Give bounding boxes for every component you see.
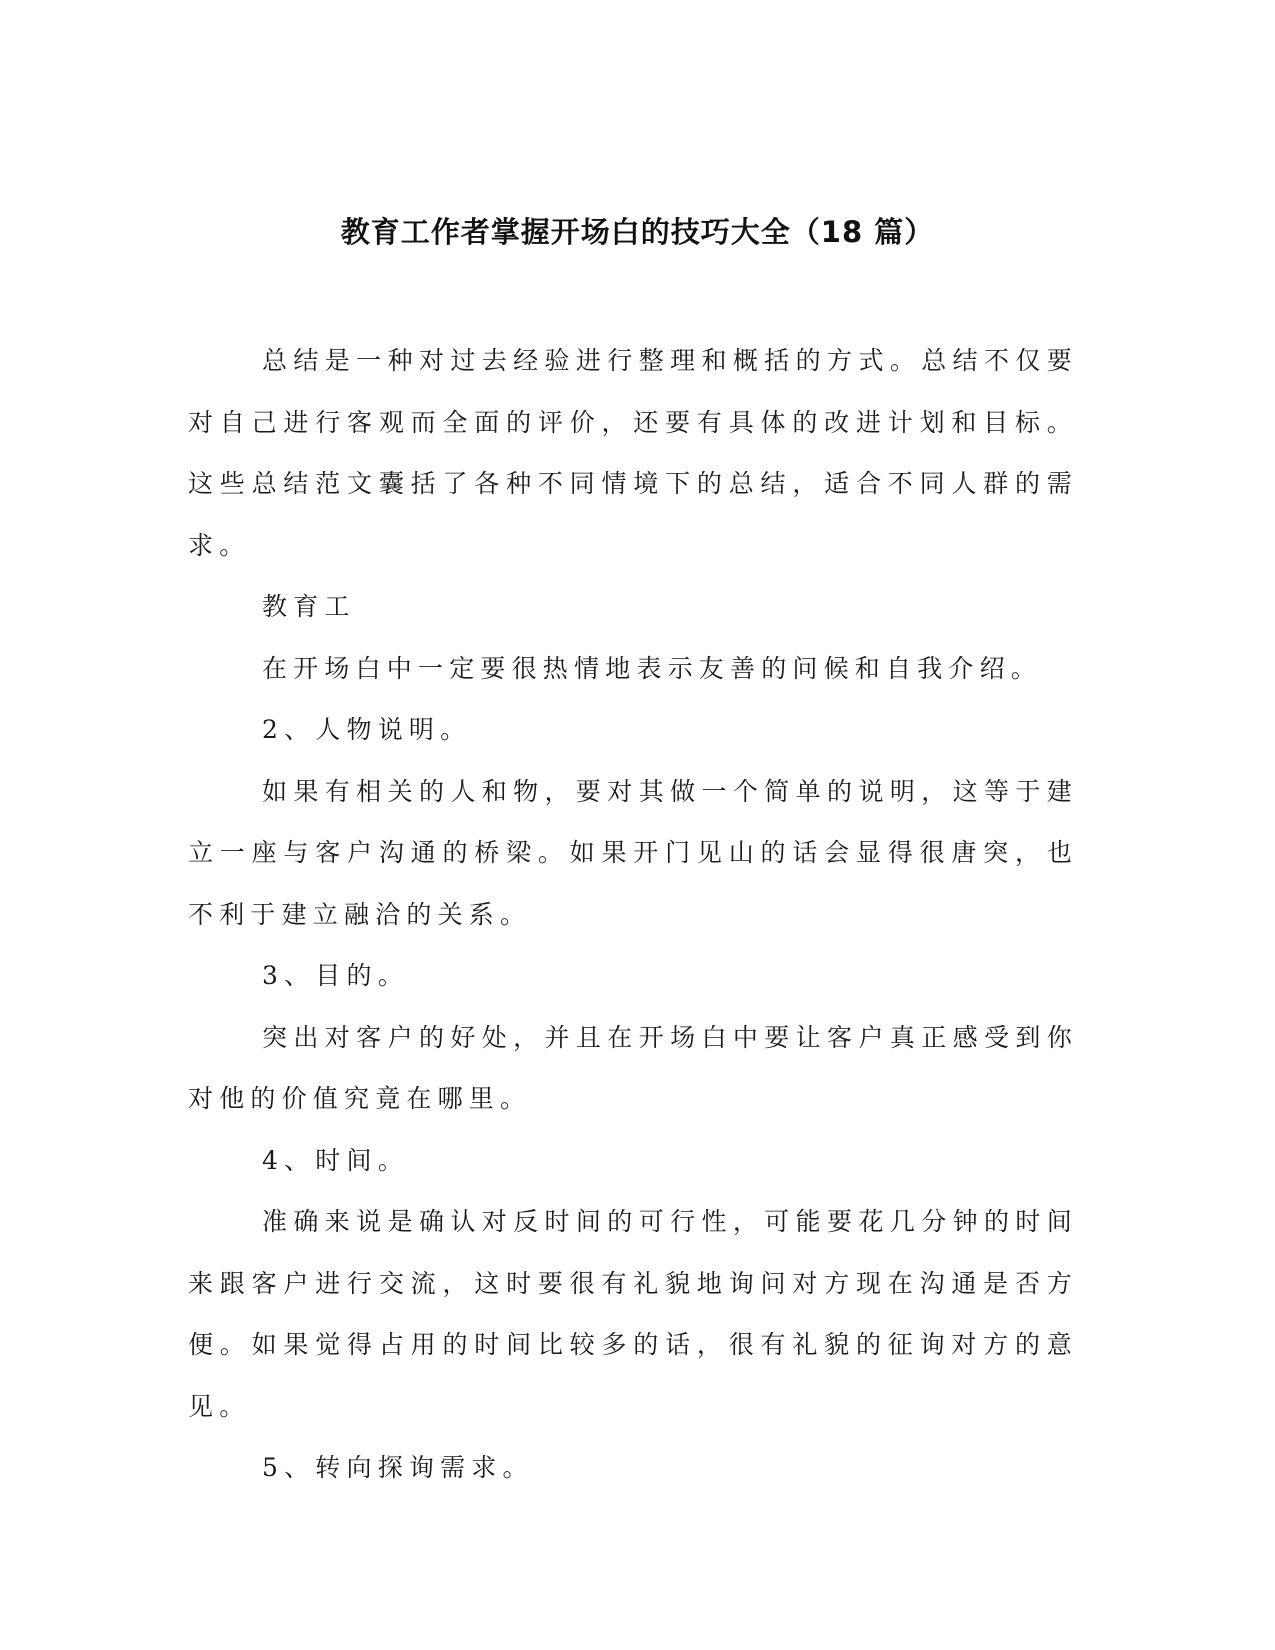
heading-purpose: 3、目的。 bbox=[262, 961, 409, 990]
paragraph-time: 准确来说是确认对反时间的可行性，可能要花几分钟的时间来跟客户进行交流，这时要很有礼貌地询问对方现在沟通是否方便。如果觉得占用的时间比较多的话，很有礼貌的征询对方的意见。 bbox=[188, 1207, 1078, 1421]
paragraph-people-description: 如果有相关的人和物，要对其做一个简单的说明，这等于建立一座与客户沟通的桥梁。如果开门见山的话会显得很唐突，也不利于建立融洽的关系。 bbox=[188, 776, 1078, 929]
paragraph-greeting: 在开场白中一定要很热情地表示友善的问候和自我介绍。 bbox=[262, 653, 1043, 683]
heading-inquire-needs: 5、转向探询需求。 bbox=[262, 1453, 534, 1482]
paragraph-purpose: 突出对客户的好处，并且在开场白中要让客户真正感受到你对他的价值究竟在哪里。 bbox=[188, 1022, 1078, 1113]
heading-people-description: 2、人物说明。 bbox=[262, 715, 472, 744]
paragraph-intro: 总结是一种对过去经验进行整理和概括的方式。总结不仅要对自己进行客观而全面的评价，还要有具体的改进计划和目标。这些总结范文囊括了各种不同情境下的总结，适合不同人群的需求。 bbox=[188, 346, 1078, 560]
document-body bbox=[188, 330, 1078, 1499]
heading-time: 4、时间。 bbox=[262, 1145, 409, 1175]
paragraph-section-label: 教育工 bbox=[262, 592, 356, 621]
document-title: 教育工作者掌握开场白的技巧大全（18 篇） bbox=[340, 215, 935, 249]
